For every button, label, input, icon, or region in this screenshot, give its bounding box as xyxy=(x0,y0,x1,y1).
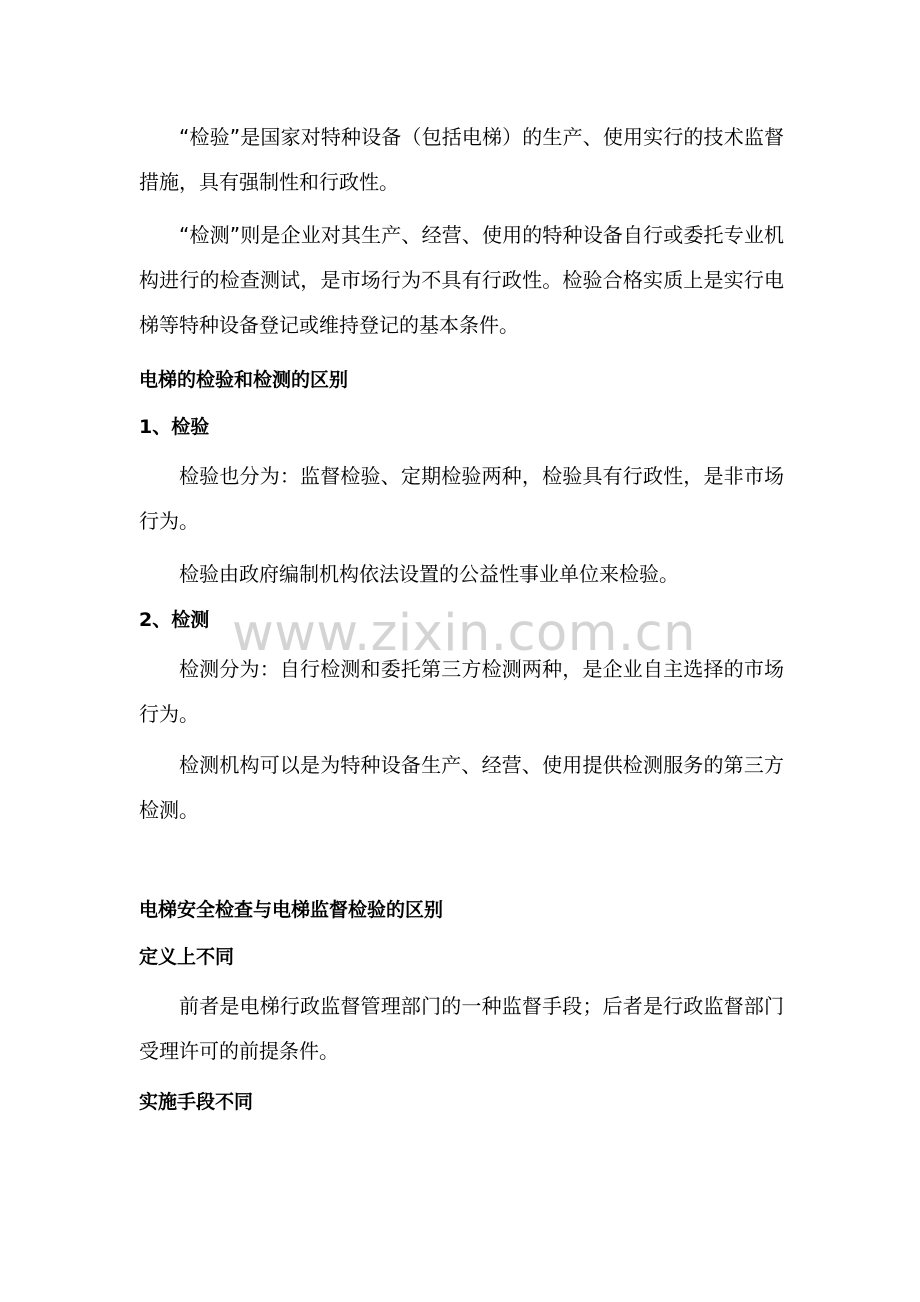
subheading-testing: 2、检测 xyxy=(139,609,210,631)
paragraph-definition-compare: 前者是电梯行政监督管理部门的一种监督手段；后者是行政监督部门受理许可的前提条件。 xyxy=(139,994,784,1063)
paragraph-testing-definition: “检测”则是企业对其生产、经营、使用的特种设备自行或委托专业机构进行的检查测试，是市场行为不具有行政性。检验合格实质上是实行电梯等特种设备登记或维持登记的基本条件。 xyxy=(139,223,784,337)
paragraph-testing-agency: 检测机构可以是为特种设备生产、经营、使用提供检测服务的第三方检测。 xyxy=(139,753,784,822)
paragraph-inspection-agency: 检验由政府编制机构依法设置的公益性事业单位来检验。 xyxy=(179,562,679,586)
section-heading-difference: 电梯的检验和检测的区别 xyxy=(139,369,349,391)
paragraph-testing-types: 检测分为：自行检测和委托第三方检测两种，是企业自主选择的市场行为。 xyxy=(139,657,784,726)
section-heading-safety-check: 电梯安全检查与电梯监督检验的区别 xyxy=(139,899,444,921)
paragraph-inspection-definition: “检验”是国家对特种设备（包括电梯）的生产、使用实行的技术监督措施，具有强制性和行政性。 xyxy=(139,125,784,194)
watermark: www.zixin.com.cn xyxy=(232,604,696,663)
subheading-means-differ: 实施手段不同 xyxy=(139,1091,254,1113)
subheading-inspection: 1、检验 xyxy=(139,416,210,438)
subheading-definition-differs: 定义上不同 xyxy=(139,946,235,968)
paragraph-inspection-types: 检验也分为：监督检验、定期检验两种，检验具有行政性，是非市场行为。 xyxy=(139,464,784,533)
